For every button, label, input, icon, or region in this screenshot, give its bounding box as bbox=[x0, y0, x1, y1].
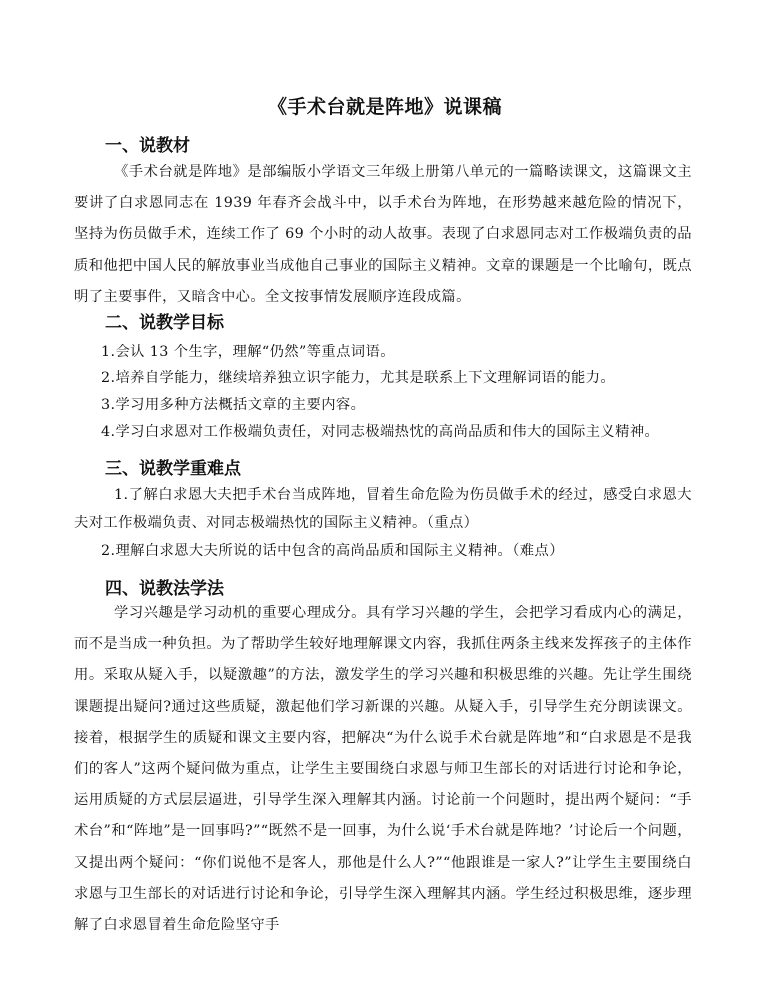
key-point-item-1: 1.了解白求恩大夫把手术台当成阵地，冒着生命危险为伤员做手术的经过，感受白求恩大夫对工作极端负责、对同志极端热忱的国际主义精神。（重点） bbox=[74, 487, 692, 531]
objective-item-3: 3.学习用多种方法概括文章的主要内容。 bbox=[101, 397, 366, 413]
section-paragraph-methods: 学习兴趣是学习动机的重要心理成分。具有学习兴趣的学生，会把学习看成内心的满足，而不是当成一种负担。为了帮助学生较好地理解课文内容，我抓住两条主线来发挥孩子的主体作用。采取从疑入手，以疑激趣”的方法，激发学生的学习兴趣和积极思维的兴趣。先让学生围绕课题提出疑问?通过这些质疑，激起他们学习新课的兴趣。从疑入手，引导学生充分朗读课文。接着，根据学生的质疑和课文主要内容，把解决“为什么说手术台就是阵地”和“白求恩是不是我们的客人”这两个疑问做为重点，让学生主要围绕白求恩与师卫生部长的对话进行讨论和争论，运用质疑的方式层层逼进，引导学生深入理解其内涵。讨论前一个问题时，提出两个疑问：“手术台”和“阵地”是一回事吗?”“既然不是一回事，为什么说‘手术台就是阵地？’讨论后一个问题，又提出两个疑问：“你们说他不是客人，那他是什么人?”“他跟谁是一家人?”让学生主要围绕白求恩与卫生部长的对话进行讨论和争论，引导学生深入理解其内涵。学生经过积极思维，逐步理解了白求恩冒着生命危险坚守手 bbox=[74, 605, 692, 934]
section-heading-objectives: 二、说教学目标 bbox=[105, 313, 224, 333]
objective-item-4: 4.学习白求恩对工作极端负责任，对同志极端热忱的高尚品质和伟大的国际主义精神。 bbox=[101, 424, 660, 440]
key-point-item-2: 2.理解白求恩大夫所说的话中包含的高尚品质和国际主义精神。（难点） bbox=[101, 543, 564, 559]
document-title: 《手术台就是阵地》说课稿 bbox=[267, 96, 502, 118]
section-paragraph-textbook: 《手术台就是阵地》是部编版小学语文三年级上册第八单元的一篇略读课文，这篇课文主要讲了白求恩同志在 1939 年春齐会战斗中，以手术台为阵地，在形势越来越危险的情况下，坚持为伤员做手术，连续工作了 69 个小时的动人故事。表现了白求恩同志对工作极端负责的品质和他把中国人民的解放事业当成他自己事业的国际主义精神。文章的课题是一个比喻句，既点明了主要事件，又暗含中心。全文按事情发展顺序连段成篇。 bbox=[74, 164, 692, 305]
section-heading-textbook: 一、说教材 bbox=[105, 136, 190, 156]
objective-item-2: 2.培养自学能力，继续培养独立识字能力，尤其是联系上下文理解词语的能力。 bbox=[101, 370, 616, 386]
section-heading-methods: 四、说教法学法 bbox=[105, 579, 224, 599]
objective-item-1: 1.会认 13 个生字，理解“仍然”等重点词语。 bbox=[101, 344, 395, 360]
section-heading-key-points: 三、说教学重难点 bbox=[105, 459, 241, 479]
